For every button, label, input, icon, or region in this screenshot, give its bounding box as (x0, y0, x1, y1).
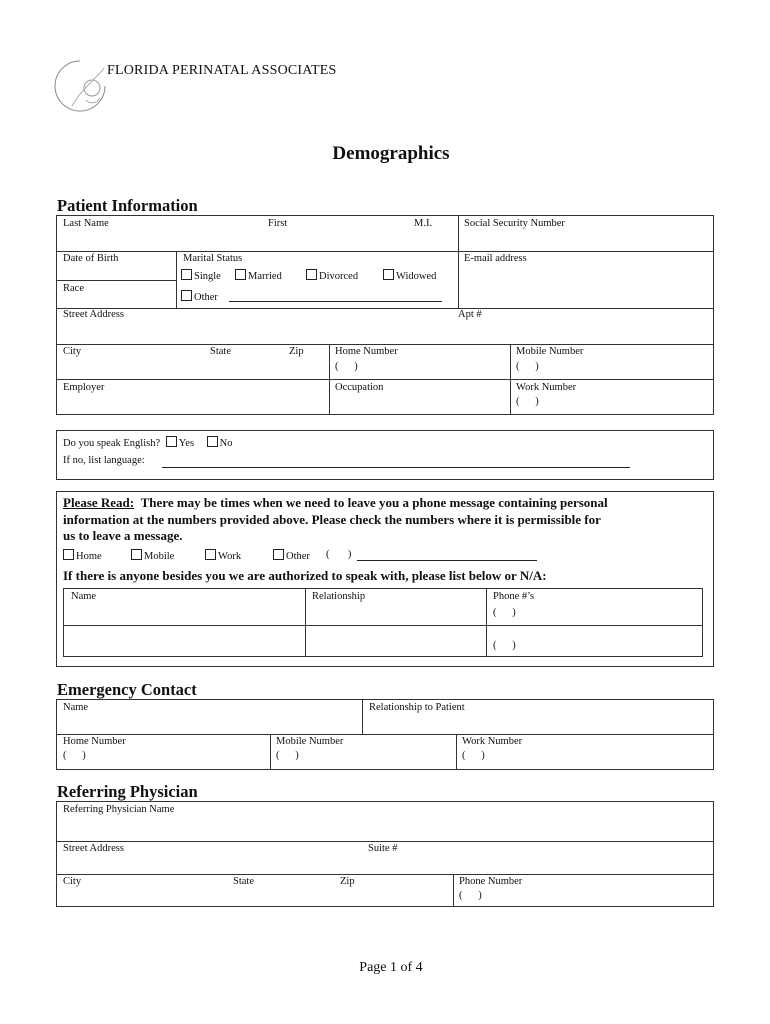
notice-line-2: information at the numbers provided above. Please check the numbers where it is permissible for (63, 512, 601, 527)
language-list-line[interactable] (162, 467, 630, 468)
auth-phone-paren-1: ( ) (493, 607, 516, 618)
permit-work-checkbox[interactable] (205, 549, 216, 560)
permit-other-paren: ( ) (326, 549, 352, 560)
city-label: City (63, 346, 82, 357)
emergency-mobile-label: Mobile Number (276, 736, 344, 747)
married-checkbox[interactable] (235, 269, 246, 280)
permit-home-checkbox[interactable] (63, 549, 74, 560)
marital-single[interactable]: Single (181, 269, 221, 282)
referring-state-label: State (233, 876, 254, 887)
referring-suite-label: Suite # (368, 843, 398, 854)
referring-city-label: City (63, 876, 82, 887)
notice-line-1: Please Read: There may be times when we need to leave you a phone message containing personal (63, 495, 608, 510)
language-list-label: If no, list language: (63, 455, 145, 466)
referring-phone-paren: ( ) (459, 890, 482, 901)
marital-other-line[interactable] (229, 301, 442, 302)
dob-label: Date of Birth (63, 253, 119, 264)
logo (52, 58, 108, 114)
referring-table (56, 801, 714, 907)
state-label: State (210, 346, 231, 357)
employer-label: Employer (63, 382, 105, 393)
apt-label: Apt # (458, 309, 482, 320)
referring-phone-label: Phone Number (459, 876, 523, 887)
emergency-work-label: Work Number (462, 736, 523, 747)
mother-child-logo-icon (52, 58, 108, 114)
auth-name-header: Name (71, 591, 97, 602)
occupation-label: Occupation (335, 382, 384, 393)
emergency-home-label: Home Number (63, 736, 126, 747)
permit-home[interactable]: Home (63, 549, 102, 562)
auth-relationship-header: Relationship (312, 591, 366, 602)
referring-zip-label: Zip (340, 876, 355, 887)
email-label: E-mail address (464, 253, 527, 264)
permit-work[interactable]: Work (205, 549, 241, 562)
patient-heading: Patient Information (57, 196, 198, 215)
mobile-number-paren: ( ) (516, 361, 539, 372)
referring-street-label: Street Address (63, 843, 124, 854)
permit-other-checkbox[interactable] (273, 549, 284, 560)
permit-other-line[interactable] (357, 560, 537, 561)
authorized-table (63, 588, 703, 657)
marital-status-label: Marital Status (183, 253, 243, 264)
widowed-checkbox[interactable] (383, 269, 394, 280)
marital-divorced[interactable]: Divorced (306, 269, 358, 282)
ssn-label: Social Security Number (464, 218, 565, 229)
mobile-number-label: Mobile Number (516, 346, 584, 357)
other-checkbox[interactable] (181, 290, 192, 301)
marital-widowed[interactable]: Widowed (383, 269, 436, 282)
referring-name-label: Referring Physician Name (63, 804, 175, 815)
org-name: FLORIDA PERINATAL ASSOCIATES (107, 63, 337, 78)
street-label: Street Address (63, 309, 124, 320)
notice-line-3: us to leave a message. (63, 528, 183, 543)
emergency-home-paren: ( ) (63, 750, 86, 761)
page-number: Page 1 of 4 (359, 960, 423, 975)
authorized-text: If there is anyone besides you we are authorized to speak with, please list below or N/A: (63, 568, 547, 583)
first-name-label: First (268, 218, 288, 229)
divorced-checkbox[interactable] (306, 269, 317, 280)
auth-phone-paren-2: ( ) (493, 640, 516, 651)
home-number-paren: ( ) (335, 361, 358, 372)
english-question: Do you speak English? Yes No (63, 438, 233, 449)
patient-table (56, 215, 714, 415)
auth-phone-header: Phone #’s (493, 591, 535, 602)
marital-married[interactable]: Married (235, 269, 282, 282)
permit-mobile[interactable]: Mobile (131, 549, 174, 562)
home-number-label: Home Number (335, 346, 398, 357)
emergency-name-label: Name (63, 702, 89, 713)
work-number-label: Work Number (516, 382, 577, 393)
referring-heading: Referring Physician (57, 782, 198, 801)
permit-mobile-checkbox[interactable] (131, 549, 142, 560)
work-number-paren: ( ) (516, 396, 539, 407)
emergency-heading: Emergency Contact (57, 680, 197, 699)
marital-other[interactable]: Other (181, 290, 218, 303)
last-name-label: Last Name (63, 218, 109, 229)
english-yes-checkbox[interactable] (166, 436, 177, 447)
emergency-mobile-paren: ( ) (276, 750, 299, 761)
single-checkbox[interactable] (181, 269, 192, 280)
race-label: Race (63, 283, 84, 294)
permit-other[interactable]: Other (273, 549, 310, 562)
emergency-relationship-label: Relationship to Patient (369, 702, 465, 713)
mi-label: M.I. (414, 218, 433, 229)
emergency-work-paren: ( ) (462, 750, 485, 761)
zip-label: Zip (289, 346, 304, 357)
english-no-checkbox[interactable] (207, 436, 218, 447)
page-title: Demographics (332, 143, 450, 164)
